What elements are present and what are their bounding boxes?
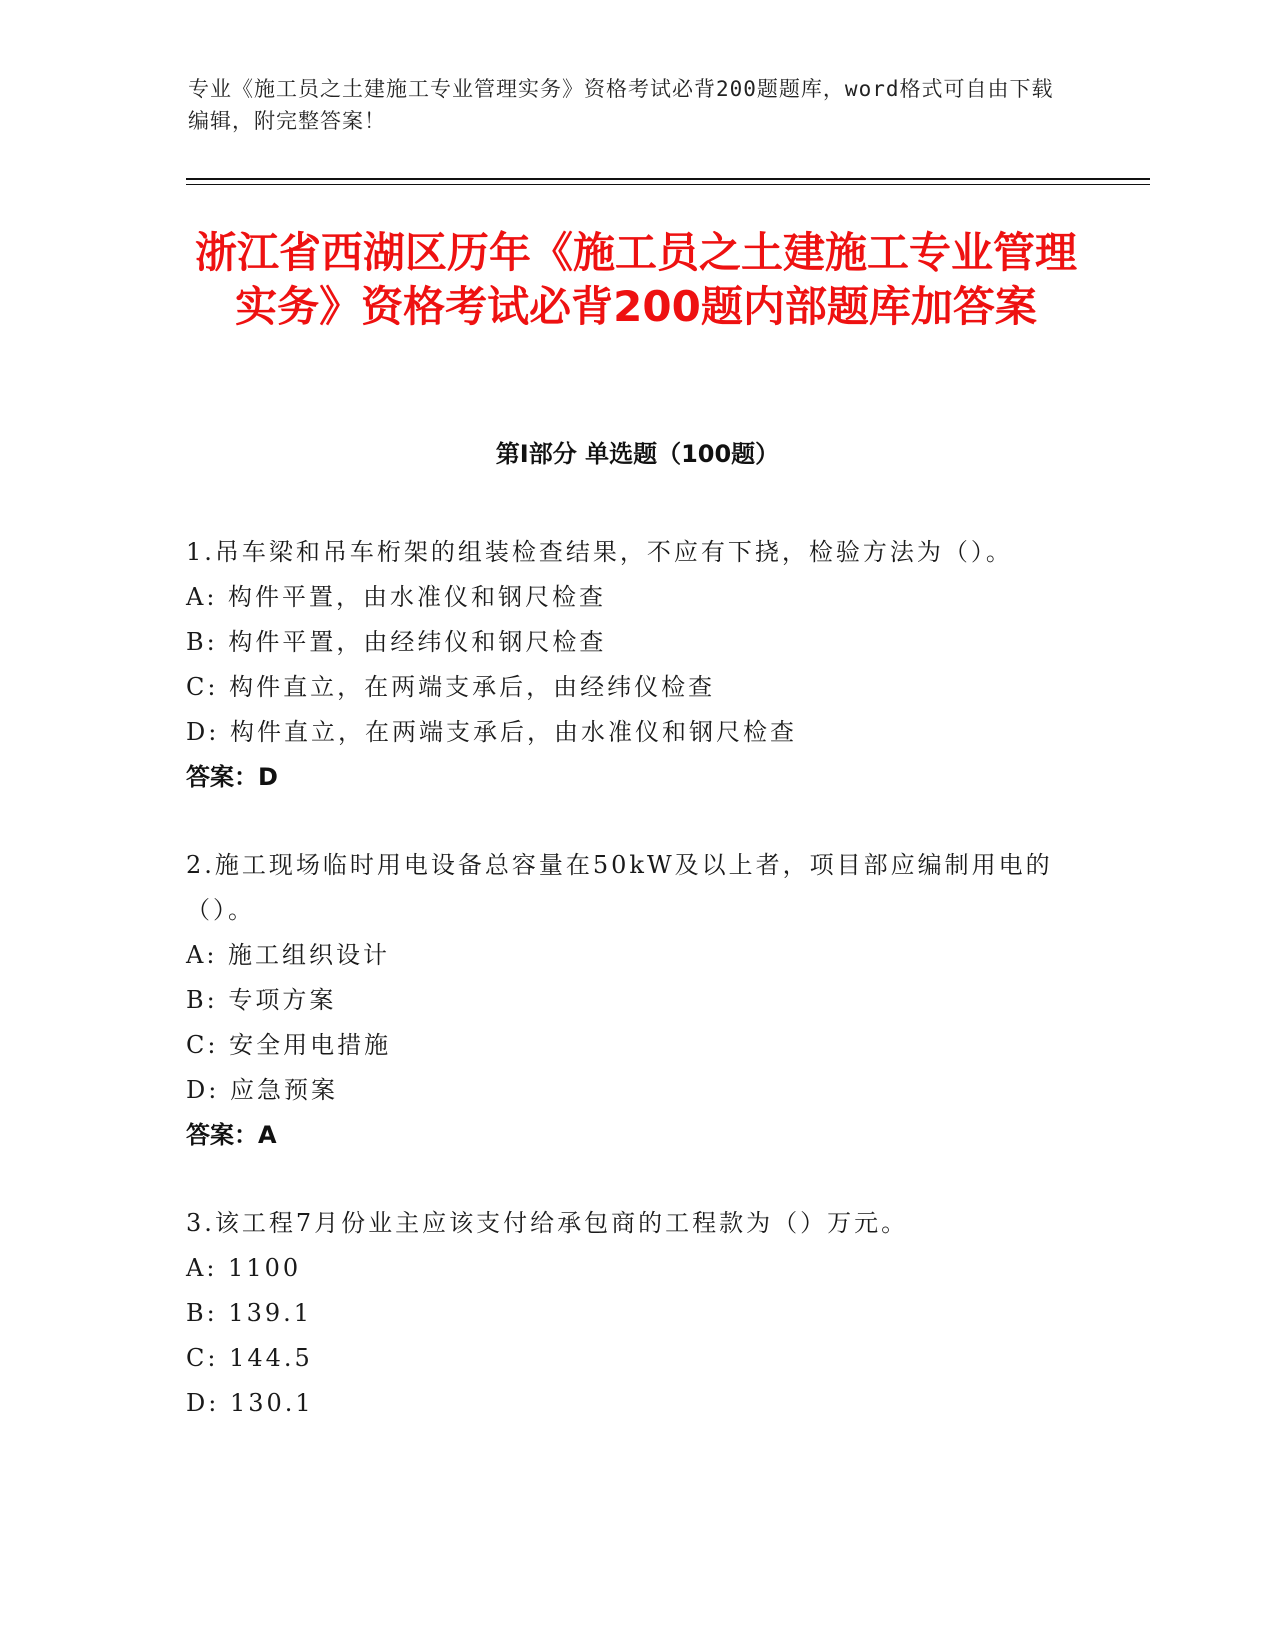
section-title: 第I部分 单选题（100题）	[495, 440, 780, 468]
option-b: B: 构件平置，由经纬仪和钢尺检查	[186, 628, 607, 656]
question-list	[186, 530, 1086, 1426]
question-2	[186, 843, 1086, 1158]
option-d: D: 构件直立，在两端支承后，由水准仪和钢尺检查	[186, 718, 797, 746]
option-a: A: 构件平置，由水准仪和钢尺检查	[186, 583, 607, 611]
option-a: A: 1100	[186, 1254, 302, 1282]
document-title: 浙江省西湖区历年《施工员之土建施工专业管理实务》资格考试必背200题内部题库加答案	[194, 228, 1077, 331]
option-d: D: 应急预案	[186, 1076, 338, 1104]
option-c: C: 构件直立，在两端支承后，由经纬仪检查	[186, 673, 716, 701]
header-divider-thick	[186, 178, 1150, 180]
question-stem: 1.吊车梁和吊车桁架的组装检查结果，不应有下挠，检验方法为（）。	[186, 538, 1013, 566]
question-1	[186, 530, 1086, 800]
answer-line: 答案：A	[186, 1121, 277, 1149]
option-b: B: 专项方案	[186, 986, 337, 1014]
option-d: D: 130.1	[186, 1389, 314, 1417]
option-c: C: 144.5	[186, 1344, 313, 1372]
question-stem: 3.该工程7月份业主应该支付给承包商的工程款为（）万元。	[186, 1209, 909, 1237]
header-note: 专业《施工员之土建施工专业管理实务》资格考试必背200题题库，word格式可自由下载编辑，附完整答案！	[188, 77, 1054, 133]
option-a: A: 施工组织设计	[186, 941, 391, 969]
answer-line: 答案：D	[186, 763, 278, 791]
header-divider-thin	[186, 184, 1150, 185]
question-3	[186, 1201, 1086, 1426]
question-stem: 2.施工现场临时用电设备总容量在50kW及以上者，项目部应编制用电的（）。	[186, 851, 1053, 924]
option-b: B: 139.1	[186, 1299, 313, 1327]
option-c: C: 安全用电措施	[186, 1031, 392, 1059]
